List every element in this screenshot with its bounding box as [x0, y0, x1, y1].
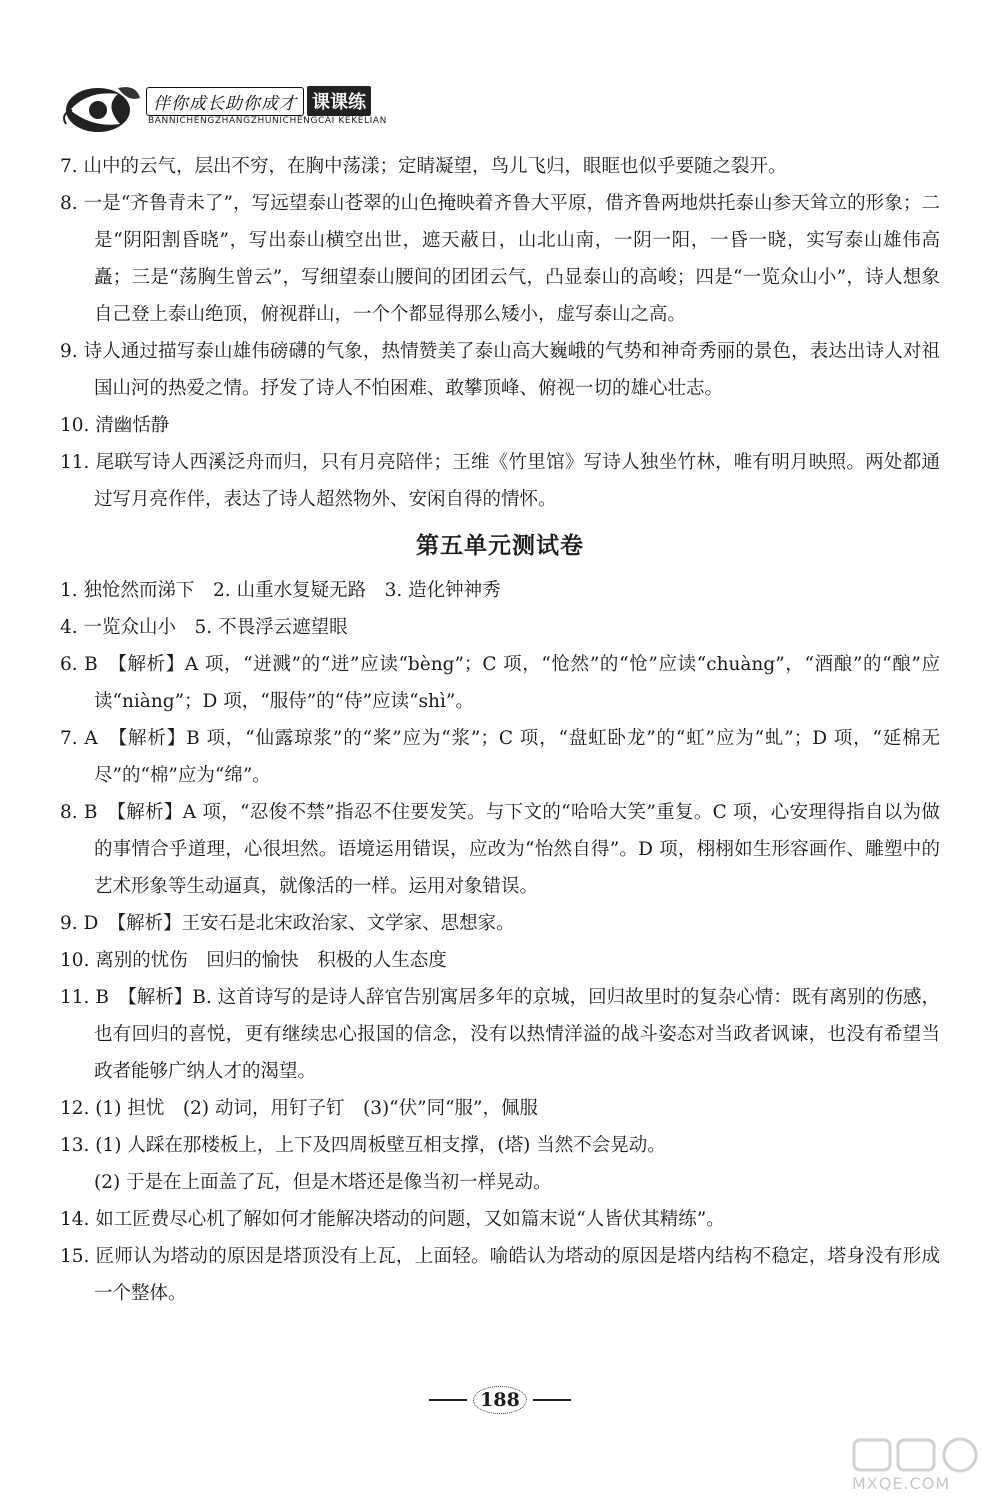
answer-item-continuation: (2) 于是在上面盖了瓦，但是木塔还是像当初一样晃动。 [94, 1172, 552, 1193]
answer-item: 12. (1) 担忧 (2) 动词，用钉子钉 (3)“伏”同“服”，佩服 [60, 1098, 539, 1119]
answers-part-2 [60, 572, 940, 1312]
brand-slogan: 伴你成长助你成才 [146, 87, 304, 116]
answer-item: 14. 如工匠费尽心机了解如何才能解决塔动的问题，又如篇末说“人皆伏其精练”。 [60, 1209, 725, 1230]
page-number [420, 1380, 580, 1420]
answer-item: 13. (1) 人踩在那楼板上，上下及四周板壁互相支撑，(塔) 当然不会晃动。 [60, 1135, 666, 1156]
answer-item: 10. 离别的忧伤 回归的愉快 积极的人生态度 [60, 950, 447, 971]
answer-item: 7. 山中的云气，层出不穷，在胸中荡漾；定睛凝望，鸟儿飞归，眼眶也似乎要随之裂开。 [60, 156, 787, 177]
answer-item: 11. B 【解析】B. 这首诗写的是诗人辞官告别寓居多年的京城，回归故里时的复杂心情：既有离别的伤感，也有回归的喜悦，更有继续忠心报国的信念，没有以热情洋溢的战斗姿态对当政者讽谏，也没有希望当政者能够广纳人才的渴望。 [60, 987, 940, 1082]
brand-banner [146, 86, 371, 116]
page-rule-right [533, 1399, 571, 1401]
page-number-value: 188 [473, 1386, 527, 1414]
answer-stamp-icon [848, 1436, 988, 1476]
answer-item: 4. 一览众山小 5. 不畏浮云遮望眼 [60, 617, 348, 638]
answer-item: 7. A 【解析】B 项，“仙露琼浆”的“桨”应为“浆”；C 项，“盘虹卧龙”的“虹”应为“虬”；D 项，“延棉无尽”的“棉”应为“绵”。 [60, 728, 940, 786]
answer-item: 9. D 【解析】王安石是北宋政治家、文学家、思想家。 [60, 913, 515, 934]
answer-item: 9. 诗人通过描写泰山雄伟磅礴的气象，热情赞美了泰山高大巍峨的气势和神奇秀丽的景色，表达出诗人对祖国山河的热爱之情。抒发了诗人不怕困难、敢攀顶峰、俯视一切的雄心壮志。 [60, 341, 940, 399]
answer-item: 15. 匠师认为塔动的原因是塔顶没有上瓦，上面轻。喻皓认为塔动的原因是塔内结构不稳定，塔身没有形成一个整体。 [60, 1246, 940, 1304]
answer-item: 8. 一是“齐鲁青未了”，写远望泰山苍翠的山色掩映着齐鲁大平原，借齐鲁两地烘托泰山参天耸立的形象；二是“阴阳割昏晓”，写出泰山横空出世，遮天蔽日，山北山南，一阴一阳，一昏一晓，实写泰山雄伟高矗；三是“荡胸生曾云”，写细望泰山腰间的团团云气，凸显泰山的高峻；四是“一览众山小”，诗人想象自己登上泰山绝顶，俯视群山，一个个都显得那么矮小，虚写泰山之高。 [60, 193, 940, 325]
answer-item: 6. B 【解析】A 项，“迸溅”的“迸”应读“bèng”；C 项，“怆然”的“怆”应读“chuàng”，“酒酿”的“酿”应读“niàng”；D 项，“服侍”的“侍”应读“shì”。 [60, 654, 940, 712]
answer-content [60, 148, 940, 1312]
page-header [58, 72, 458, 152]
watermark-text: MXQE.COM [852, 1474, 951, 1493]
answer-item: 8. B 【解析】A 项，“忍俊不禁”指忍不住要发笑。与下文的“哈哈大笑”重复。C 项，心安理得指自以为做的事情合乎道理，心很坦然。语境运用错误，应改为“怡然自得”。D 项，栩栩如生形容画作、雕塑中的艺术形象等生动逼真，就像活的一样。运用对象错误。 [60, 802, 940, 897]
brand-series: 课课练 [307, 86, 371, 116]
answers-part-1 [60, 148, 940, 518]
globe-leaf-logo-icon [58, 80, 144, 136]
answer-item: 1. 独怆然而涕下 2. 山重水复疑无路 3. 造化钟神秀 [60, 580, 501, 601]
page-rule-left [429, 1399, 467, 1401]
answer-item: 10. 清幽恬静 [60, 415, 170, 436]
watermark [848, 1436, 988, 1498]
answer-item: 11. 尾联写诗人西溪泛舟而归，只有月亮陪伴；王维《竹里馆》写诗人独坐竹林，唯有明月映照。两处都通过写月亮作伴，表达了诗人超然物外、安闲自得的情怀。 [60, 452, 940, 510]
section-title: 第五单元测试卷 [416, 533, 584, 559]
brand-pinyin: BANNICHENGZHANGZHUNICHENGCAI KEKELIAN [148, 116, 387, 126]
